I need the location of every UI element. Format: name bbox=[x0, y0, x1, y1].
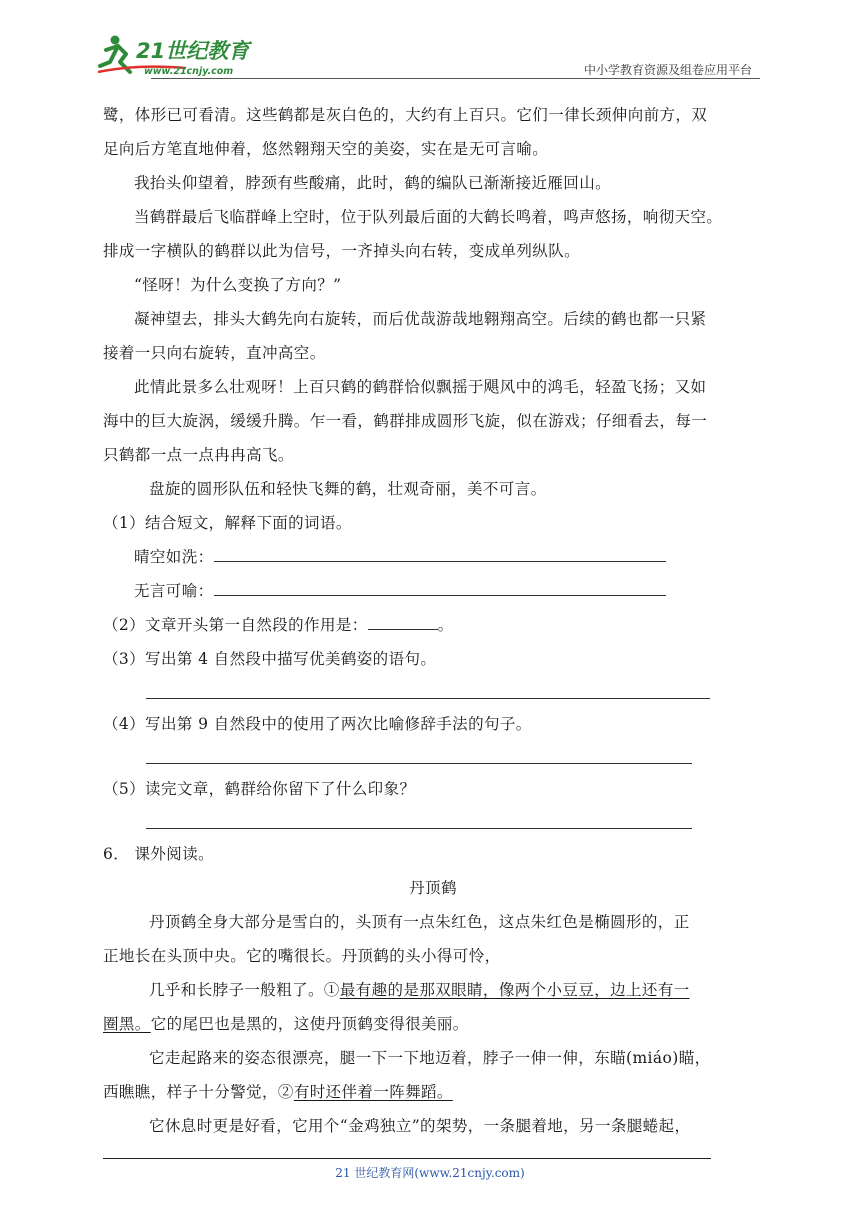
question-1-word-2 bbox=[103, 574, 763, 608]
paragraph: 接着一只向右旋转，直冲高空。 bbox=[103, 344, 326, 362]
paragraph: 我抬头仰望着，脖颈有些酸痛，此时，鹤的编队已渐渐接近雁回山。 bbox=[134, 174, 612, 192]
text-run: 它的尾巴也是黑的，这使丹顶鹤变得很美丽。 bbox=[150, 1015, 469, 1033]
underlined-sentence-1: 最有趣的是那双眼睛，像两个小豆豆，边上还有一 bbox=[339, 981, 690, 999]
paragraph: 它走起路来的姿态很漂亮，腿一下一下地迈着，脖子一伸一伸，东瞄(miáo)瞄， bbox=[149, 1049, 711, 1067]
paragraph bbox=[103, 1007, 763, 1041]
paragraph: 它休息时更是好看，它用个“金鸡独立”的架势，一条腿着地，另一条腿蜷起， bbox=[149, 1117, 691, 1135]
answer-blank[interactable] bbox=[368, 629, 438, 630]
underlined-sentence-2: 有时还伴着一阵舞蹈。 bbox=[293, 1083, 453, 1101]
answer-area bbox=[103, 676, 763, 699]
platform-name: 中小学教育资源及组卷应用平台 bbox=[583, 63, 752, 77]
logo-text: 21世纪教育 bbox=[136, 39, 250, 63]
header-divider bbox=[151, 78, 760, 79]
word-label: 晴空如洗： bbox=[134, 548, 214, 566]
reading-content bbox=[103, 98, 763, 1143]
question-5: （5）读完文章，鹤群给你留下了什么印象？ bbox=[103, 780, 416, 798]
footer-divider bbox=[103, 1158, 711, 1159]
paragraph: 只鹤都一点一点冉冉高飞。 bbox=[103, 446, 294, 464]
paragraph: 正地长在头顶中央。它的嘴很长。丹顶鹤的头小得可怜， bbox=[103, 947, 501, 965]
text-run: 西瞧瞧，样子十分警觉，② bbox=[103, 1083, 294, 1101]
question-text: （2）文章开头第一自然段的作用是： bbox=[103, 616, 368, 634]
answer-line[interactable] bbox=[146, 676, 710, 699]
word-label: 无言可喻： bbox=[134, 582, 214, 600]
logo-url: www.21cnjy.com bbox=[144, 66, 234, 77]
paragraph: 凝神望去，排头大鹤先向右旋转，而后优哉游哉地翱翔高空。后续的鹤也都一只紧 bbox=[134, 310, 707, 328]
question-text-end: 。 bbox=[437, 616, 454, 634]
page-header bbox=[96, 28, 760, 80]
text-run: 几乎和长脖子一般粗了。① bbox=[149, 981, 340, 999]
paragraph: 丹顶鹤全身大部分是雪白的，头顶有一点朱红色，这点朱红色是椭圆形的，正 bbox=[149, 913, 690, 931]
paragraph bbox=[103, 1075, 763, 1109]
passage-title: 丹顶鹤 bbox=[409, 879, 457, 897]
paragraph bbox=[103, 973, 763, 1007]
question-3: （3）写出第 4 自然段中描写优美鹤姿的语句。 bbox=[103, 650, 437, 668]
question-2 bbox=[103, 608, 763, 642]
question-1-word-1 bbox=[103, 540, 763, 574]
paragraph: 足向后方笔直地伸着，悠然翱翔天空的美姿，实在是无可言喻。 bbox=[103, 140, 549, 158]
page-footer: 21 世纪教育网(www.21cnjy.com) bbox=[335, 1166, 525, 1180]
answer-blank[interactable] bbox=[214, 561, 666, 562]
paragraph: 当鹤群最后飞临群峰上空时，位于队列最后面的大鹤长鸣着，鸣声悠扬，响彻天空。 bbox=[134, 208, 723, 226]
paragraph: “怪呀！为什么变换了方向？” bbox=[134, 276, 342, 294]
paragraph: 此情此景多么壮观呀！上百只鹤的鹤群恰似飘摇于飓风中的鸿毛，轻盈飞扬；又如 bbox=[134, 378, 707, 396]
section-heading: 6． 课外阅读。 bbox=[103, 845, 214, 863]
answer-area bbox=[103, 806, 763, 829]
answer-blank[interactable] bbox=[214, 595, 666, 596]
question-4: （4）写出第 9 自然段中的使用了两次比喻修辞手法的句子。 bbox=[103, 715, 532, 733]
paragraph: 盘旋的圆形队伍和轻快飞舞的鹤，壮观奇丽，美不可言。 bbox=[149, 480, 547, 498]
answer-line[interactable] bbox=[146, 741, 692, 764]
paragraph: 排成一字横队的鹤群以此为信号，一齐掉头向右转，变成单列纵队。 bbox=[103, 242, 581, 260]
paragraph: 鹭，体形已可看清。这些鹤都是灰白色的，大约有上百只。它们一律长颈伸向前方，双 bbox=[103, 106, 708, 124]
answer-line[interactable] bbox=[146, 806, 692, 829]
paragraph: 海中的巨大旋涡，缓缓升腾。乍一看，鹤群排成圆形飞旋，似在游戏；仔细看去，每一 bbox=[103, 412, 708, 430]
site-logo bbox=[96, 32, 266, 78]
underlined-sentence-1-end: 圈黑。 bbox=[103, 1015, 151, 1033]
answer-area bbox=[103, 741, 763, 764]
question-1: （1）结合短文，解释下面的词语。 bbox=[103, 514, 352, 532]
